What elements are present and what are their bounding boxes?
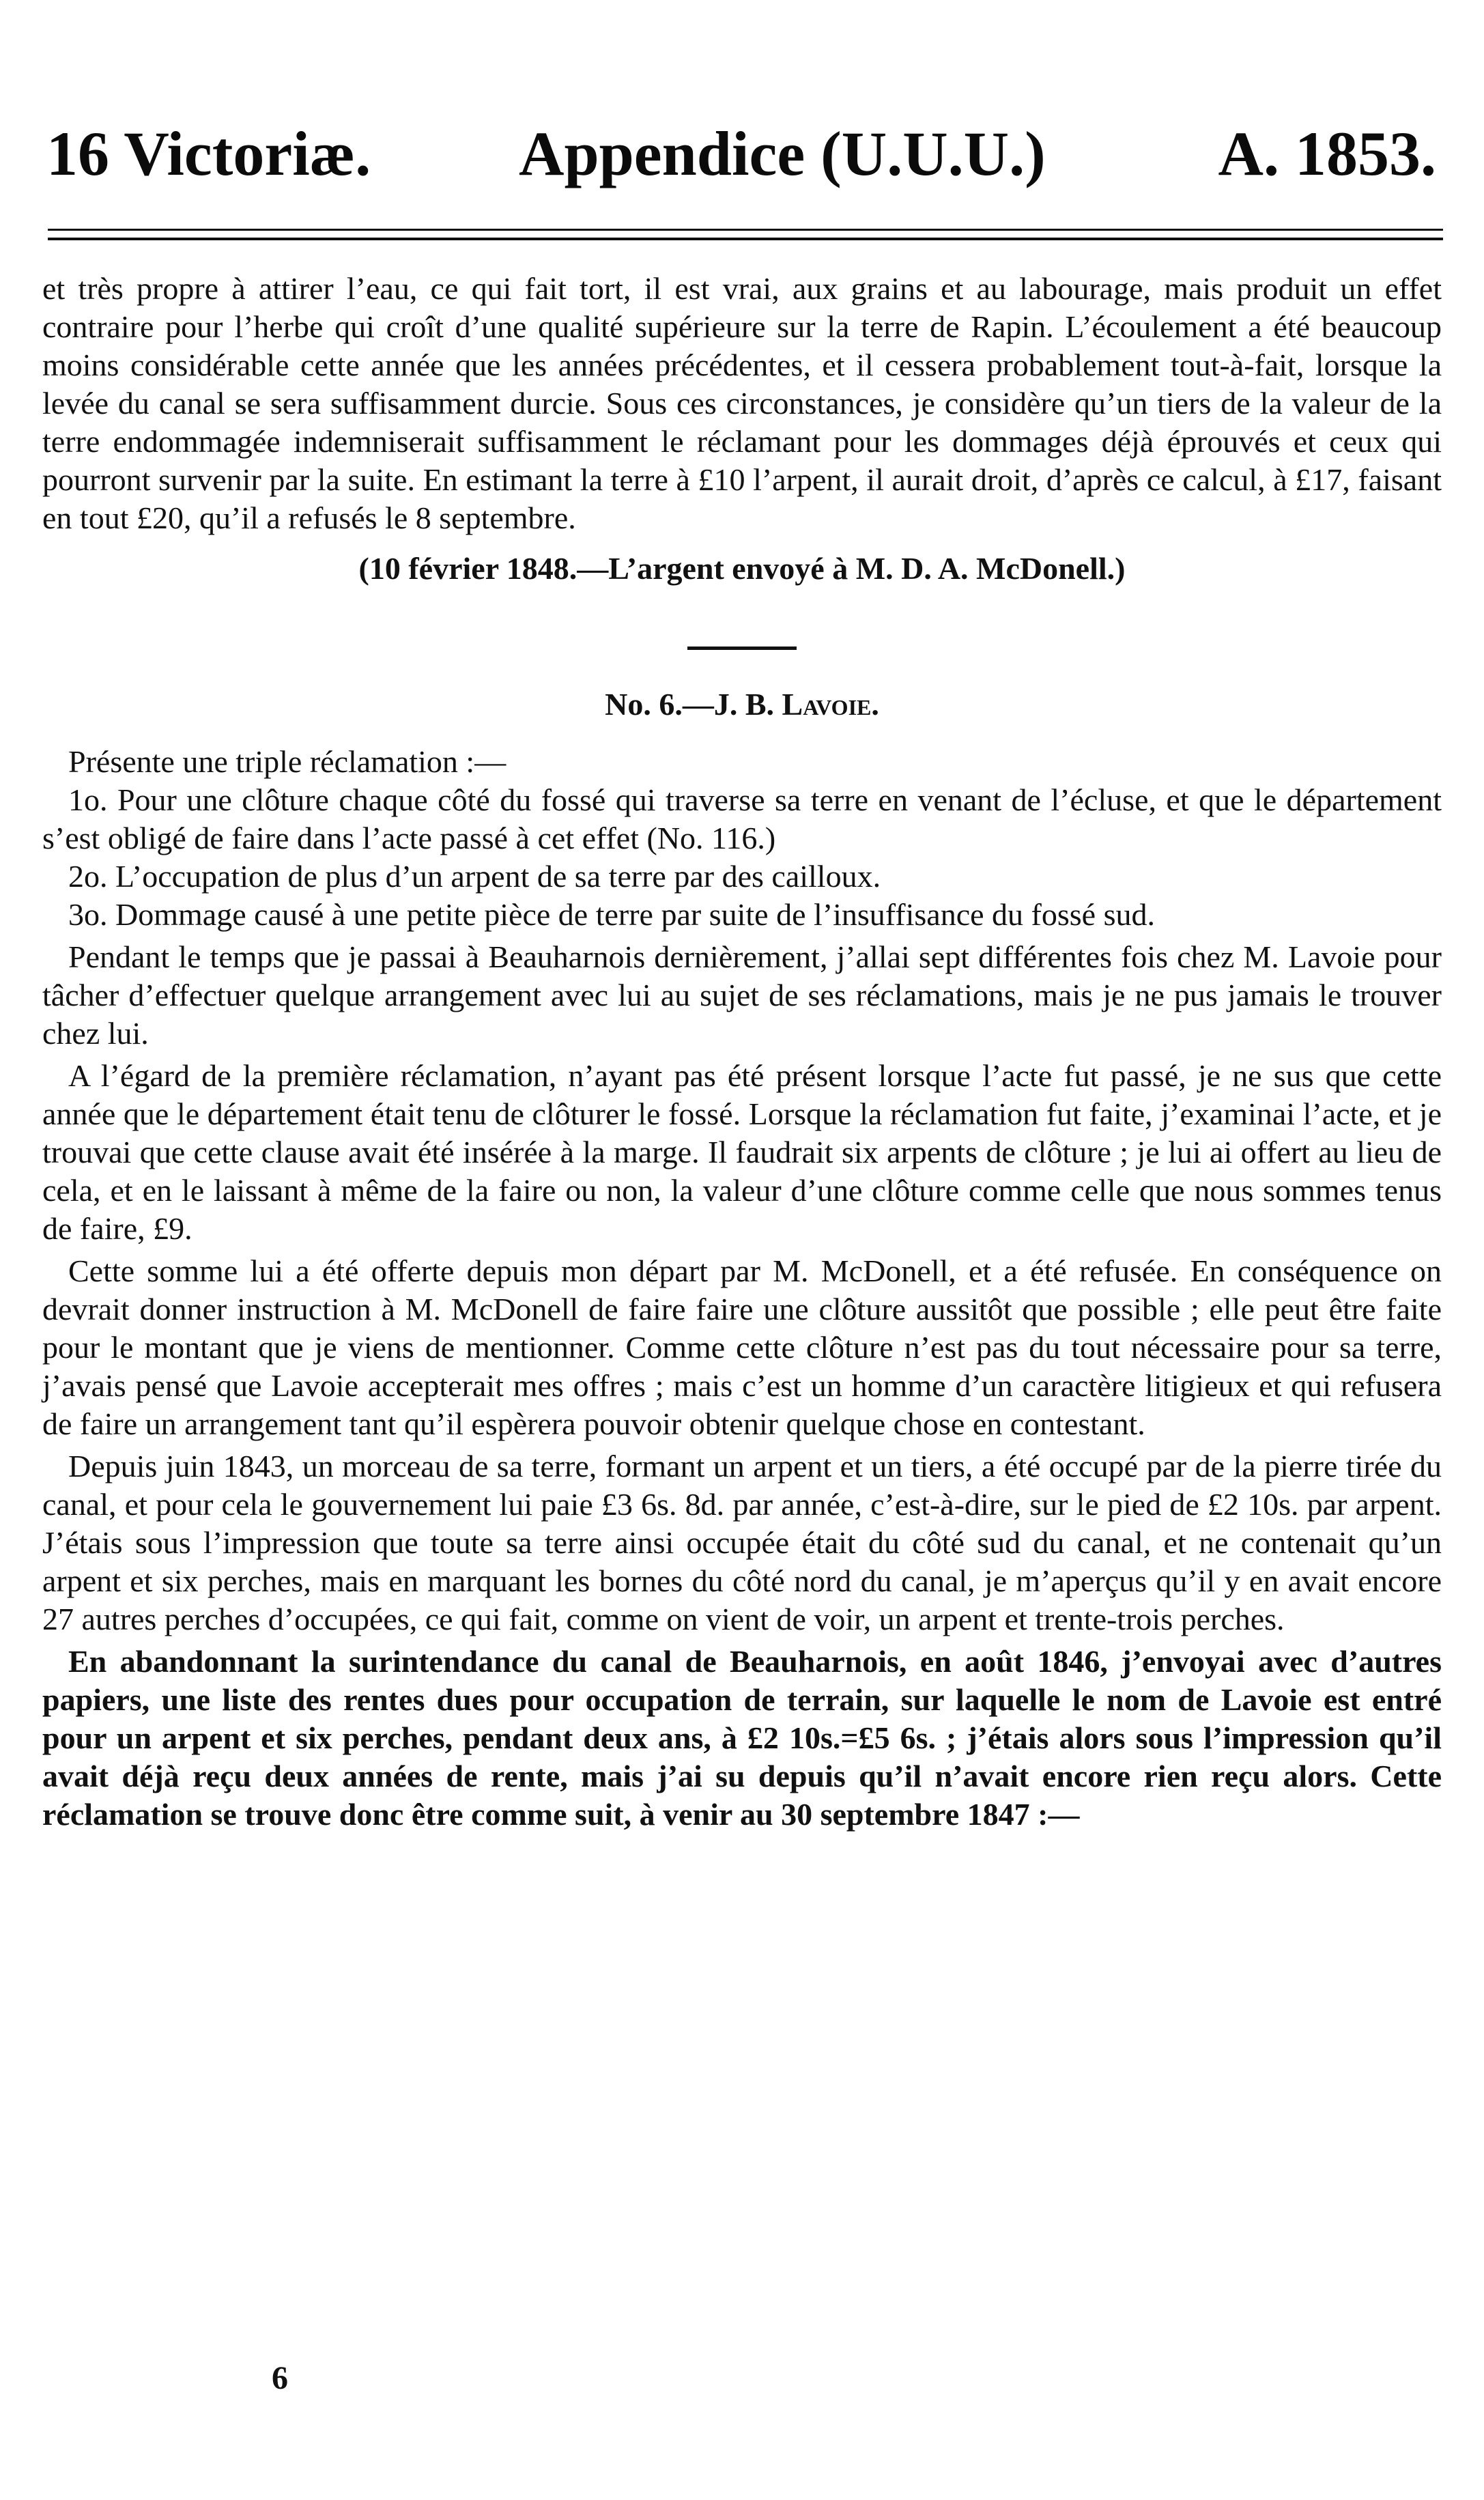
paragraph-first-claim: A l’égard de la première réclamation, n’ayant pas été présent lorsque l’acte fut passé, je ne sus que cette année que le département était tenu de clôturer le fossé. Lorsque la réclamation fut faite, j’examinai l’acte, et je trouvai que cette clause avait été insérée à la marge. Il faudrait six arpents de clôture ; je lui ai offert au lieu de cela, et en le laissant à même de la faire ou non, la valeur d’une clôture comme celle que nous sommes tenus de faire, £9. [42, 1058, 1442, 1246]
dated-note: (10 février 1848.—L’argent envoyé à M. D. A. McDonell.) [358, 551, 1126, 586]
claim-item-3: 3o. Dommage causé à une petite pièce de terre par suite de l’insuffisance du fossé sud. [68, 897, 1155, 932]
header-rule-thick [48, 238, 1443, 240]
paragraph-visits: Pendant le temps que je passai à Beauharnois dernièrement, j’allai sept différentes fois chez M. Lavoie pour tâcher d’effectuer quelque arrangement avec lui au sujet de ses réclamations, mais je ne pus jamais le trouver chez lui. [42, 939, 1442, 1051]
header-year: A. 1853. [1218, 119, 1436, 188]
claim-item-1: 1o. Pour une clôture chaque côté du fossé qui traverse sa terre en venant de l’écluse, et que le département s’est obligé de faire dans l’acte passé à cet effet (No. 116.) [42, 782, 1442, 855]
section-heading [42, 685, 1442, 724]
header-session: 16 Victoriæ. [46, 119, 371, 188]
paragraph-offer-refused: Cette somme lui a été offerte depuis mon départ par M. McDonell, et a été refusée. En conséquence on devrait donner instruction à M. McDonell de faire faire une clôture aussitôt que possible ; elle peut être faite pour le montant que je viens de mentionner. Comme cette clôture n’est pas du tout nécessaire pour sa terre, j’avais pensé que Lavoie accepterait mes offres ; mais c’est un homme d’un caractère litigieux et qui refusera de faire un arrangement tant qu’il espèrera pouvoir obtenir quelque chose en contestant. [42, 1253, 1442, 1441]
claim-lead: Présente une triple réclamation :— [68, 744, 506, 779]
header-rule-thin [48, 229, 1443, 231]
paragraph-occupation: Depuis juin 1843, un morceau de sa terre, formant un arpent et un tiers, a été occupé par de la pierre tirée du canal, et pour cela le gouvernement lui paie £3 6s. 8d. par année, c’est-à-dire, sur le pied de £2 10s. par arpent. J’étais sous l’impression que toute sa terre ainsi occupée était du côté sud du canal, et ne contenait qu’un arpent et six perches, mais en marquant les bornes du côté nord du canal, je m’aperçus qu’il y en avait encore 27 autres perches d’occupées, ce qui fait, comme on vient de voir, un arpent et trente-trois perches. [42, 1449, 1442, 1636]
section-divider [687, 647, 797, 650]
section-name-prefix: —J. B. [682, 687, 782, 722]
section-number: No. 6. [605, 687, 683, 722]
signature-number: 6 [272, 2360, 288, 2396]
claim-item-2: 2o. L’occupation de plus d’un arpent de sa terre par des cailloux. [68, 859, 881, 894]
page-body [42, 270, 1442, 1834]
page-header [41, 109, 1443, 198]
continuation-paragraph: et très propre à attirer l’eau, ce qui fait tort, il est vrai, aux grains et au labourage, mais produit un effet contraire pour l’herbe qui croît d’une qualité supérieure sur la terre de Rapin. L’écoulement a été beaucoup moins considérable cette année que les années précédentes, et il cessera probablement tout-à-fait, lorsque la levée du canal se sera suffisamment durcie. Sous ces circonstances, je considère qu’un tiers de la valeur de la terre endommagée indemniserait suffisamment le réclamant pour les dommages déjà éprouvés et ceux qui pourront survenir par la suite. En estimant la terre à £10 l’arpent, il aurait droit, d’après ce calcul, à £17, faisant en tout £20, qu’il a refusés le 8 septembre. [42, 271, 1442, 535]
paragraph-rent-list: En abandonnant la surintendance du canal de Beauharnois, en août 1846, j’envoyai avec d’autres papiers, une liste des rentes dues pour occupation de terrain, sur laquelle le nom de Lavoie est entré pour un arpent et six perches, pendant deux ans, à £2 10s.=£5 6s. ; j’étais alors sous l’impression qu’il avait déjà reçu deux années de rente, mais j’ai su depuis qu’il n’avait encore rien reçu alors. Cette réclamation se trouve donc être comme suit, à venir au 30 septembre 1847 :— [42, 1644, 1442, 1832]
section-name: Lavoie. [782, 687, 879, 722]
header-appendix: Appendice (U.U.U.) [519, 119, 1046, 188]
